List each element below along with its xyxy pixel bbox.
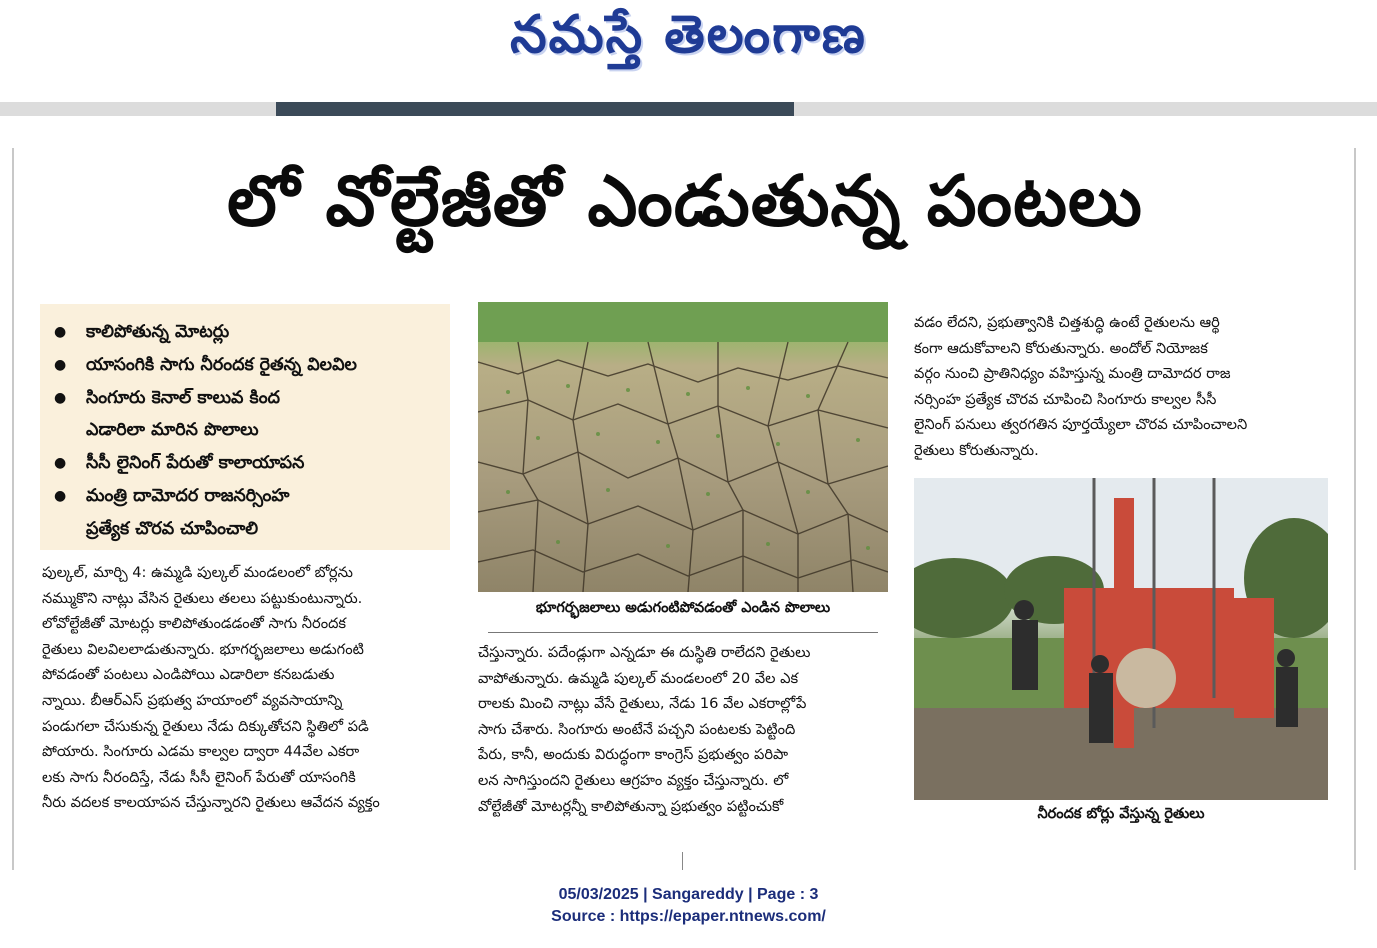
article-line: న్నాయి. బీఆర్ఎస్ ప్రభుత్వ హయాంలో వ్యవసాయాన్ని — [42, 691, 343, 709]
article-headline: లో వోల్టేజీతో ఎండుతున్న పంటలు — [227, 160, 1143, 242]
article-line: రాలకు మించి నాట్లు వేసే రైతులు, నేడు 16 వేల ఎకరాల్లోపే — [478, 695, 807, 713]
article-line: నీరు వదలక కాలయాపన చేస్తున్నారని రైతులు ఆవేదన వ్యక్తం — [42, 794, 380, 812]
article-line: వోల్టేజీతో మోటర్లన్నీ కాలిపోతున్నా ప్రభుత్వం పట్టించుకో — [478, 797, 784, 815]
edition-info: 05/03/2025 | Sangareddy | Page : 3 — [558, 886, 819, 903]
masthead-title: నమస్తే తెలంగాణ — [510, 4, 867, 65]
highlight-text: సింగూరు కెనాల్ కాలువ కింద — [86, 387, 280, 408]
article-line: పేరు, కానీ, అందుకు విరుద్ధంగా కాంగ్రెస్ ప్రభుత్వం పరిపా — [478, 746, 789, 764]
article-line: లైనింగ్ పనులు త్వరగతిన పూర్తయ్యేలా చొరవ చూపించాలని — [914, 416, 1248, 434]
epaper-footer — [0, 884, 1377, 928]
article-column-middle — [478, 640, 890, 819]
dry-field-photo — [478, 302, 888, 592]
article-line: వడం లేదని, ప్రభుత్వానికి చిత్తశుద్ధి ఉంటే రైతులను ఆర్థి — [914, 314, 1220, 331]
caption-divider — [488, 632, 878, 633]
highlight-text: కాలిపోతున్న మోటర్లు — [86, 322, 230, 342]
article-line: పుల్కల్, మార్చి 4: ఉమ్మడి పుల్కల్ మండలంలో బోర్లను — [42, 564, 353, 581]
article-line: పండుగలా చేసుకున్న రైతులు నేడు దిక్కుతోచని స్థితిలో పడి — [42, 717, 369, 735]
highlight-text: ప్రత్యేక చొరవ చూపించాలి — [86, 518, 259, 539]
article-line: సాగు చేశారు. సింగూరు అంటేనే పచ్చని పంటలకు పెట్టింది — [478, 720, 796, 738]
highlight-item — [54, 480, 440, 513]
highlight-item — [54, 447, 440, 480]
source-link[interactable]: Source : https://epaper.ntnews.com/ — [551, 908, 826, 925]
highlight-text: మంత్రి దామోదర రాజనర్సింహ — [86, 485, 290, 506]
article-line: నర్సింహ ప్రత్యేక చొరవ చూపించి సింగూరు కాల్వల సీసీ — [914, 390, 1217, 408]
masthead — [0, 0, 1377, 96]
article-line: పోయారు. సింగూరు ఎడమ కాల్వల ద్వారా 44వేల ఎకరా — [42, 743, 360, 761]
article-line: వాపోతున్నారు. ఉమ్మడి పుల్కల్ మండలంలో 20 వేల ఎక — [478, 669, 799, 687]
bullet-icon: ● — [54, 455, 67, 472]
article-line: రైతులు కోరుతున్నారు. — [914, 441, 1039, 459]
article-line: లోవోల్టేజీతో మోటర్లు కాలిపోతుండడంతో సాగు నీరందక — [42, 615, 347, 633]
highlight-item-continued — [54, 513, 440, 546]
photo-caption: నీరందక బోర్లు వేస్తున్న రైతులు — [1037, 806, 1205, 822]
bullet-icon: ● — [54, 487, 67, 504]
bullet-icon: ● — [54, 389, 67, 406]
highlight-item — [54, 316, 440, 349]
article-line: నమ్ముకొని నాట్లు వేసిన రైతులు తలలు పట్టుకుంటున్నారు. — [42, 589, 363, 607]
highlight-text: సీసీ లైనింగ్ పేరుతో కాలాయాపన — [86, 453, 305, 474]
bullet-icon: ● — [54, 324, 67, 340]
highlight-item — [54, 382, 440, 415]
borewell-photo — [914, 478, 1328, 800]
borewell-rig-illustration — [914, 478, 1328, 800]
bullet-icon: ● — [54, 356, 67, 373]
highlight-text: ఎడారిలా మారిన పొలాలు — [86, 420, 259, 441]
article-line: లన సాగిస్తుందని రైతులు ఆగ్రహం వ్యక్తం చేస్తున్నారు. లో — [478, 771, 789, 789]
article-line: పోవడంతో పంటలు ఎండిపోయి ఎడారిలా కనబడుతు — [42, 666, 335, 684]
article-line: రైతులు విలవిలలాడుతున్నారు. భూగర్భజలాలు అడుగంటి — [42, 640, 364, 658]
highlight-text: యాసంగికి సాగు నీరందక రైతన్న విలవిల — [86, 354, 357, 375]
article-line: వర్గం నుంచి ప్రాతినిధ్యం వహిస్తున్న మంత్రి దామోదర రాజ — [914, 365, 1231, 383]
highlight-item — [54, 349, 440, 382]
masthead-rule-accent — [276, 102, 794, 116]
highlights-box — [40, 304, 450, 550]
article-line: కంగా ఆదుకోవాలని కోరుతున్నారు. అందోల్ నియోజక — [914, 339, 1208, 357]
article-column-right — [914, 310, 1328, 464]
highlight-item-continued — [54, 414, 440, 447]
cracked-earth-illustration — [478, 302, 888, 592]
next-article-strip — [40, 852, 1330, 870]
article-line: చేస్తున్నారు. పదేండ్లుగా ఎన్నడూ ఈ దుస్థితి రాలేదని రైతులు — [478, 644, 811, 661]
article-line: లకు సాగు నీరందిస్తే, నేడు సీసీ లైనింగ్ పేరుతో యాసంగికి — [42, 768, 356, 786]
photo-caption: భూగర్భజలాలు అడుగంటిపోవడంతో ఎండిన పొలాలు — [535, 600, 831, 616]
column-divider — [682, 852, 683, 870]
article-column-left — [42, 560, 452, 816]
